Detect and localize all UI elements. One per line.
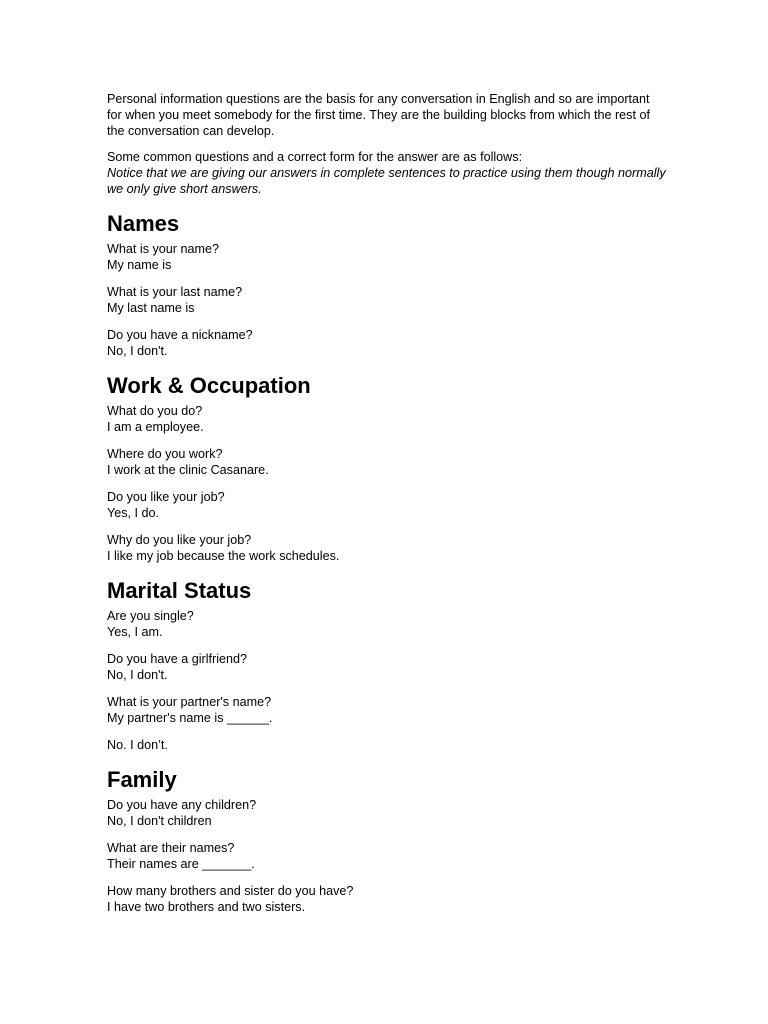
intro-paragraph: Personal information questions are the basis for any conversation in English and so are important for when you meet somebody for the first time. They are the building blocks from which the rest of the conversation can develop.	[107, 92, 650, 138]
qa-pair	[107, 883, 667, 915]
question: What is your partner's name?	[107, 695, 272, 709]
document-page	[107, 91, 667, 926]
answer: No, I don't.	[107, 668, 168, 682]
section-work-occupation	[107, 373, 667, 564]
question: What do you do?	[107, 404, 203, 418]
qa-pair	[107, 327, 667, 359]
answer: I like my job because the work schedules.	[107, 549, 340, 563]
qa-pair	[107, 737, 667, 753]
answer: I have two brothers and two sisters.	[107, 900, 306, 914]
question: What are their names?	[107, 841, 235, 855]
section-heading: Names	[107, 211, 180, 236]
question: Where do you work?	[107, 447, 223, 461]
answer: No, I don't children	[107, 814, 212, 828]
section-marital-status	[107, 578, 667, 753]
answer: I work at the clinic Casanare.	[107, 463, 269, 477]
qa-pair	[107, 840, 667, 872]
answer: Yes, I am.	[107, 625, 163, 639]
answer: Yes, I do.	[107, 506, 160, 520]
qa-pair	[107, 241, 667, 273]
question: How many brothers and sister do you have?	[107, 884, 354, 898]
qa-pair	[107, 403, 667, 435]
qa-pair	[107, 532, 667, 564]
answer: My last name is	[107, 301, 195, 315]
answer: My name is	[107, 258, 172, 272]
answer: I am a employee.	[107, 420, 204, 434]
intro	[107, 91, 667, 197]
intro-paragraph-2	[107, 149, 667, 197]
intro-lead: Some common questions and a correct form for the answer are as follows:	[107, 150, 523, 164]
question: Do you have a girlfriend?	[107, 652, 248, 666]
answer: No. I don’t.	[107, 738, 168, 752]
question: What is your last name?	[107, 285, 243, 299]
section-heading: Family	[107, 767, 177, 792]
qa-pair	[107, 446, 667, 478]
question: Do you have any children?	[107, 798, 257, 812]
qa-pair	[107, 489, 667, 521]
section-heading: Work & Occupation	[107, 373, 311, 398]
question: Are you single?	[107, 609, 194, 623]
question: What is your name?	[107, 242, 219, 256]
qa-pair	[107, 608, 667, 640]
qa-pair	[107, 797, 667, 829]
section-heading: Marital Status	[107, 578, 252, 603]
answer: No, I don't.	[107, 344, 168, 358]
question: Do you have a nickname?	[107, 328, 253, 342]
qa-pair	[107, 694, 667, 726]
section-names	[107, 211, 667, 359]
section-family	[107, 767, 667, 915]
answer: Their names are _______.	[107, 857, 255, 871]
qa-pair	[107, 284, 667, 316]
qa-pair	[107, 651, 667, 683]
answer: My partner's name is ______.	[107, 711, 273, 725]
question: Do you like your job?	[107, 490, 225, 504]
intro-note: Notice that we are giving our answers in complete sentences to practice using them though normally we only give short answers.	[107, 166, 666, 196]
question: Why do you like your job?	[107, 533, 252, 547]
